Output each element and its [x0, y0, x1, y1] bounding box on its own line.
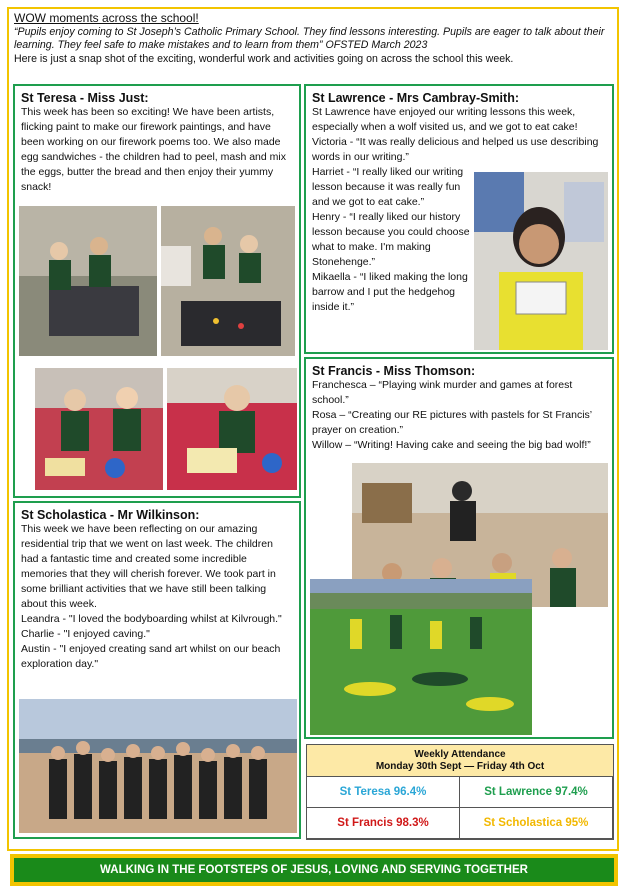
scholastica-section	[13, 501, 301, 839]
attendance-lawrence: St Lawrence 97.4%	[459, 776, 613, 808]
francis-franchesca-quote: Franchesca – “Playing wink murder and games at forest school.”	[312, 379, 573, 406]
school-motto: WALKING IN THE FOOTSTEPS OF JESUS, LOVING AND SERVING TOGETHER	[14, 858, 614, 882]
lawrence-title: St Lawrence - Mrs Cambray-Smith:	[312, 91, 519, 105]
teresa-text: This week has been so exciting! We have been artists, flicking paint to make our firework paintings, and have been working on our firework poems too. We also made egg sandwiches - the children had to peel, mash and mix the eggs, butter the bread and then enjoy their yummy snack!	[21, 106, 286, 193]
intro-summary: Here is just a snap shot of the exciting, wonderful work and activities going on across the school this week.	[14, 52, 514, 65]
scholastica-text: This week we have been reflecting on our amazing residential trip that we went on last week. The children had a fantastic time and created some incredible memories that they will cherish forever. We took part in some brilliant activities that we have still been talking about this week.	[21, 523, 276, 610]
francis-title: St Francis - Miss Thomson:	[312, 364, 476, 378]
photo-egg-sandwiches-1	[35, 368, 163, 490]
ofsted-quote: “Pupils enjoy coming to St Joseph’s Catholic Primary School. They find lessons interesting. Pupils are eager to talk about their learning. They feel safe to make mistakes and to learn from them” OFSTED March 2023	[14, 25, 605, 51]
lawrence-henry-quote: Henry - “I really liked our history lesson because you could choose what to make. I'm making Stonehenge.”	[312, 211, 470, 268]
scholastica-austin-quote: Austin - "I enjoyed creating sand art whilst on our beach exploration day."	[21, 643, 281, 670]
intro-section	[14, 12, 614, 66]
lawrence-mikaella-quote: Mikaella - “I liked making the long barrow and I put the hedgehog inside it.”	[312, 271, 468, 313]
teresa-section	[13, 84, 301, 498]
scholastica-charlie-quote: Charlie - "I enjoyed caving."	[21, 628, 150, 640]
photo-beach-group	[19, 699, 297, 833]
attendance-scholastica: St Scholastica 95%	[459, 807, 613, 839]
page-title: WOW moments across the school!	[14, 11, 199, 25]
attendance-francis: St Francis 98.3%	[306, 807, 460, 839]
footer-banner	[10, 854, 618, 886]
lawrence-victoria-quote: Victoria - “It was really delicious and helped us use describing words in our writing.”	[312, 136, 599, 163]
teresa-title: St Teresa - Miss Just:	[21, 91, 149, 105]
scholastica-leandra-quote: Leandra - "I loved the bodyboarding whilst at Kilvrough."	[21, 613, 282, 625]
lawrence-section	[304, 84, 614, 354]
attendance-title: Weekly Attendance	[414, 749, 506, 760]
francis-willow-quote: Willow – “Writing! Having cake and seeing the big bad wolf!”	[312, 439, 591, 451]
photo-firework-art	[161, 206, 295, 356]
francis-rosa-quote: Rosa – “Creating our RE pictures with pastels for St Francis’ prayer on creation.”	[312, 409, 592, 436]
scholastica-title: St Scholastica - Mr Wilkinson:	[21, 508, 200, 522]
photo-girl-with-model	[474, 172, 608, 350]
attendance-dates: Monday 30th Sept — Friday 4th Oct	[375, 761, 545, 772]
photo-children-painting	[19, 206, 157, 356]
photo-egg-sandwiches-2	[167, 368, 297, 490]
francis-section	[304, 357, 614, 739]
attendance-table	[306, 744, 614, 840]
photo-forest-school	[310, 579, 532, 735]
lawrence-text: St Lawrence have enjoyed our writing lessons this week, especially when a wolf visited us, and we got to eat cake!	[312, 106, 578, 133]
attendance-header	[307, 745, 613, 777]
lawrence-harriet-quote: Harriet - “I really liked our writing lesson because it was really fun and we got to eat cake.”	[312, 166, 464, 208]
attendance-teresa: St Teresa 96.4%	[306, 776, 460, 808]
